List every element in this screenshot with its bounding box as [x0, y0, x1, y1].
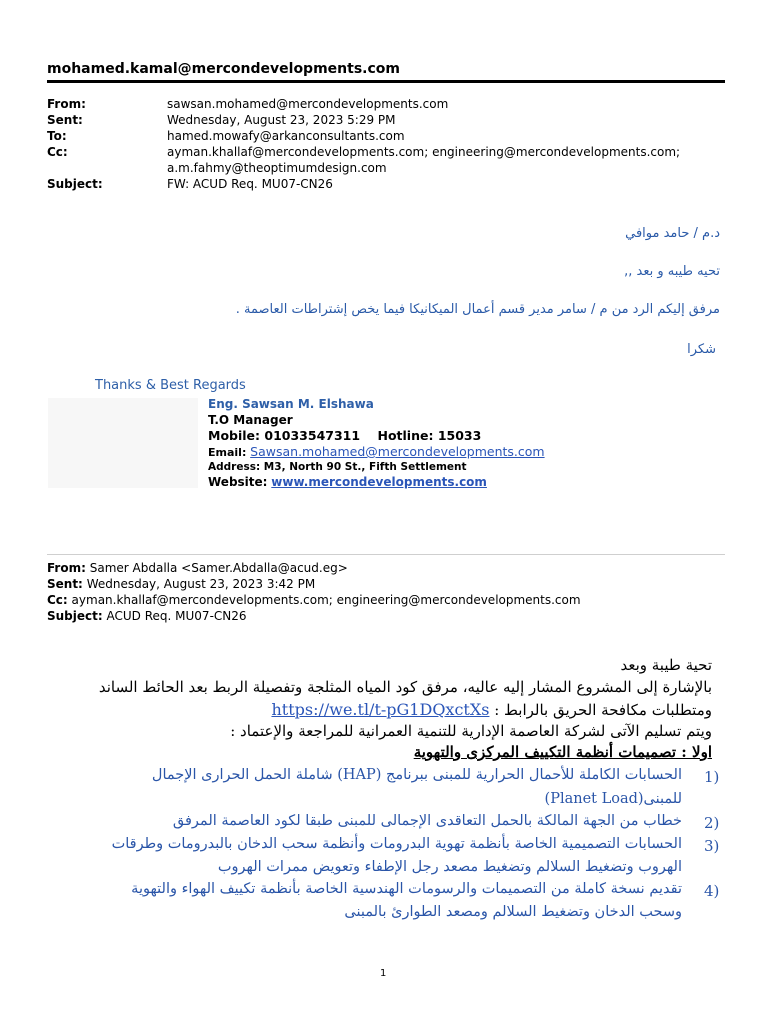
signature-website-row	[208, 475, 487, 489]
page-number: 1	[380, 968, 387, 979]
msg2-para2-row	[271, 700, 712, 719]
message-separator	[47, 554, 725, 555]
msg1-to[interactable]: hamed.mowafy@arkanconsultants.com	[167, 129, 405, 143]
msg2-subject: ACUD Req. MU07-CN26	[106, 609, 247, 623]
signature-email-row	[208, 444, 545, 459]
msg2-subject-label: Subject:	[47, 609, 103, 623]
item4-number: 4)	[704, 882, 720, 900]
mobile-number[interactable]: 01033547311	[264, 428, 361, 443]
msg2-greeting: تحية طيبة وبعد	[620, 656, 712, 674]
header-rule	[47, 80, 725, 83]
email-label: Email:	[208, 446, 247, 459]
item2-number: 2)	[704, 814, 720, 832]
msg1-sent-label: Sent:	[47, 113, 83, 127]
section-heading: اولا : تصميمات أنظمة التكييف المركزى والتهوية	[413, 743, 712, 761]
msg1-body-line1: د.م / حامد موافي	[625, 226, 720, 241]
signature-address: Address: M3, North 90 St., Fifth Settlement	[208, 461, 467, 473]
msg2-cc-label: Cc:	[47, 593, 68, 607]
msg1-cc-line2[interactable]: a.m.fahmy@theoptimumdesign.com	[167, 161, 387, 175]
msg2-from[interactable]: Samer Abdalla <Samer.Abdalla@acud.eg>	[89, 561, 348, 575]
msg1-sent: Wednesday, August 23, 2023 5:29 PM	[167, 113, 396, 127]
msg1-body-line2: تحيه طيبه و بعد ,,	[624, 264, 720, 279]
msg2-para3: ويتم تسليم الآتى لشركة العاصمة الإدارية للتنمية العمرانية للمراجعة والإعتماد :	[230, 722, 712, 740]
msg1-cc-line1[interactable]: ayman.khallaf@mercondevelopments.com; engineering@mercondevelopments.com;	[167, 145, 681, 159]
msg2-sent-label: Sent:	[47, 577, 83, 591]
msg2-para2: ومتطلبات مكافحة الحريق بالرابط :	[494, 701, 712, 719]
msg1-from-label: From:	[47, 97, 86, 111]
msg2-sent-row	[47, 576, 315, 592]
item3-line2: الهروب وتضغيط السلالم وتضغيط مصعد رجل الإطفاء وتعويض ممرات الهروب	[217, 859, 682, 875]
signature-website-link[interactable]: www.mercondevelopments.com	[271, 475, 487, 489]
msg2-cc[interactable]: ayman.khallaf@mercondevelopments.com; engineering@mercondevelopments.com	[71, 593, 581, 607]
msg1-subject: FW: ACUD Req. MU07-CN26	[167, 177, 333, 191]
item3-line1: الحسابات التصميمية الخاصة بأنظمة تهوية البدرومات وأنظمة سحب الدخان بالبدرومات وطرقات	[111, 836, 682, 852]
mobile-label: Mobile:	[208, 428, 261, 443]
mailbox-owner: mohamed.kamal@mercondevelopments.com	[47, 61, 400, 77]
item3-number: 3)	[704, 837, 720, 855]
signature-title: T.O Manager	[208, 413, 293, 427]
signature-thanks: Thanks & Best Regards	[95, 378, 246, 393]
msg1-from[interactable]: sawsan.mohamed@mercondevelopments.com	[167, 97, 449, 111]
signature-email-link[interactable]: Sawsan.mohamed@mercondevelopments.com	[250, 444, 545, 459]
item4-line1: تقديم نسخة كاملة من التصميمات والرسومات الهندسية الخاصة بأنظمة تكييف الهواء والتهوية	[131, 881, 682, 897]
msg1-to-label: To:	[47, 129, 67, 143]
item1-line2: للمبنى(Planet Load)	[544, 791, 682, 807]
wetransfer-link[interactable]: https://we.tl/t-pG1DQxctXs	[271, 700, 490, 719]
msg2-cc-row	[47, 592, 581, 608]
signature-logo-placeholder	[48, 398, 198, 488]
hotline-label: Hotline:	[377, 428, 434, 443]
item1-line1: الحسابات الكاملة للأحمال الحرارية للمبنى ببرنامج (HAP) شاملة الحمل الحرارى الإجمال	[151, 767, 682, 783]
signature-name: Eng. Sawsan M. Elshawa	[208, 397, 374, 411]
item4-line2: وسحب الدخان وتضغيط السلالم ومصعد الطوارئ بالمبنى	[344, 904, 682, 920]
msg2-sent: Wednesday, August 23, 2023 3:42 PM	[86, 577, 316, 591]
msg2-subject-row	[47, 608, 247, 624]
item1-number: 1)	[704, 768, 720, 786]
msg2-from-row	[47, 560, 348, 576]
msg1-subject-label: Subject:	[47, 177, 103, 191]
msg2-from-label: From:	[47, 561, 86, 575]
msg1-cc-label: Cc:	[47, 145, 68, 159]
msg2-para1: بالإشارة إلى المشروع المشار إليه عاليه، مرفق كود المياه المثلجة وتفصيلة الربط بعد الحائط الساند	[98, 678, 712, 696]
msg1-body-line3: مرفق إليكم الرد من م / سامر مدير قسم أعمال الميكانيكا فيما يخص إشتراطات العاصمة .	[235, 302, 720, 317]
hotline-number[interactable]: 15033	[437, 428, 482, 443]
website-label: Website:	[208, 475, 268, 489]
signature-phones	[208, 428, 481, 443]
msg1-body-line4: شكرا	[687, 342, 716, 357]
item2-line1: خطاب من الجهة المالكة بالحمل التعاقدى الإجمالى للمبنى طبقا لكود العاصمة المرفق	[172, 813, 682, 829]
